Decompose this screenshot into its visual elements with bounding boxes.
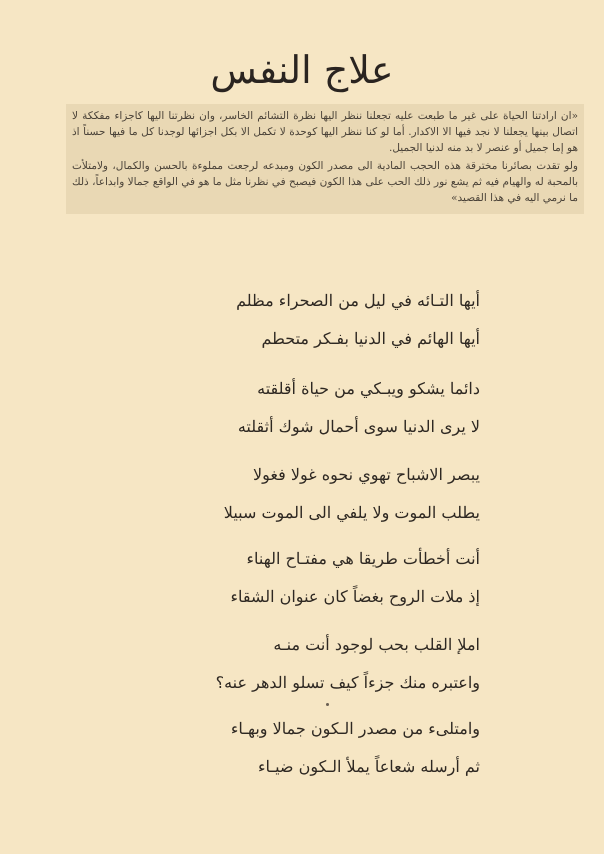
stanza: [150, 456, 480, 532]
stanza: [150, 370, 480, 446]
verse-line: يبصر الاشباح تهوي نحوه غولا فغولا: [253, 465, 480, 484]
verse-line: وامتلىء من مصدر الـكون جمالا وبهـاء: [230, 719, 480, 738]
verse-line: أيها الهائم في الدنيا بفـكر متحطم: [261, 329, 480, 348]
stanza: [150, 626, 480, 702]
verse-line: يطلب الموت ولا يلفي الى الموت سبيلا: [223, 503, 480, 522]
stanza: [150, 710, 480, 786]
intro-prose: [66, 104, 584, 214]
page-title: علاج النفس: [210, 48, 394, 92]
stanza: [150, 540, 480, 616]
verse-line: ثم أرسله شعاعاً يملأ الـكون ضيـاء: [257, 757, 480, 776]
ornament-dot: [326, 703, 329, 706]
intro-paragraph: ولو تقدت بصائرنا مخترقة هذه الحجب المادية الى مصدر الكون ومبدعه لرجعت مملوءة بالحسن والكمال، ولامتلأت بالمحبة له والهيام فيه ثم يشع نور ذلك الحب على هذا الكون فيصبح في نظرنا مثل ما هو في الواقع جمالا وابداعاً، ذلك ما نرمي اليه في هذا القصيد»: [72, 160, 578, 204]
intro-paragraph: «ان ارادتنا الحياة على غير ما طبعت عليه تجعلنا ننظر اليها نظرة التشائم الخاسر، وان نظرتنا اليها كاجزاء مفككة لا اتصال بينها يجعلنا لا نجد فيها الا الاكدار. أما لو كنا ننظر اليها كوحدة لا تكمل الا بكل اجزائها لوجدنا كل ما فيها حسناً اذ هو إما جميل أو عنصر لا بد منه لدنيا الجميل.: [72, 110, 578, 154]
verse-line: لا يرى الدنيا سوى أحمال شوك أثقلته: [237, 417, 480, 436]
verse-line: دائما يشكو ويبـكي من حياة أقلقته: [257, 379, 480, 398]
verse-line: إذ ملات الروح بغضاً كان عنوان الشقاء: [230, 587, 480, 606]
verse-line: أنت أخطأت طريقا هي مفتـاح الهناء: [246, 549, 480, 568]
verse-line: املإ القلب بحب لوجود أنت منـه: [273, 635, 480, 654]
verse-line: واعتبره منك جزءاً كيف تسلو الدهر عنه؟: [215, 673, 480, 692]
verse-line: أيها التـائه في ليل من الصحراء مظلم: [236, 291, 480, 310]
stanza: [150, 282, 480, 358]
